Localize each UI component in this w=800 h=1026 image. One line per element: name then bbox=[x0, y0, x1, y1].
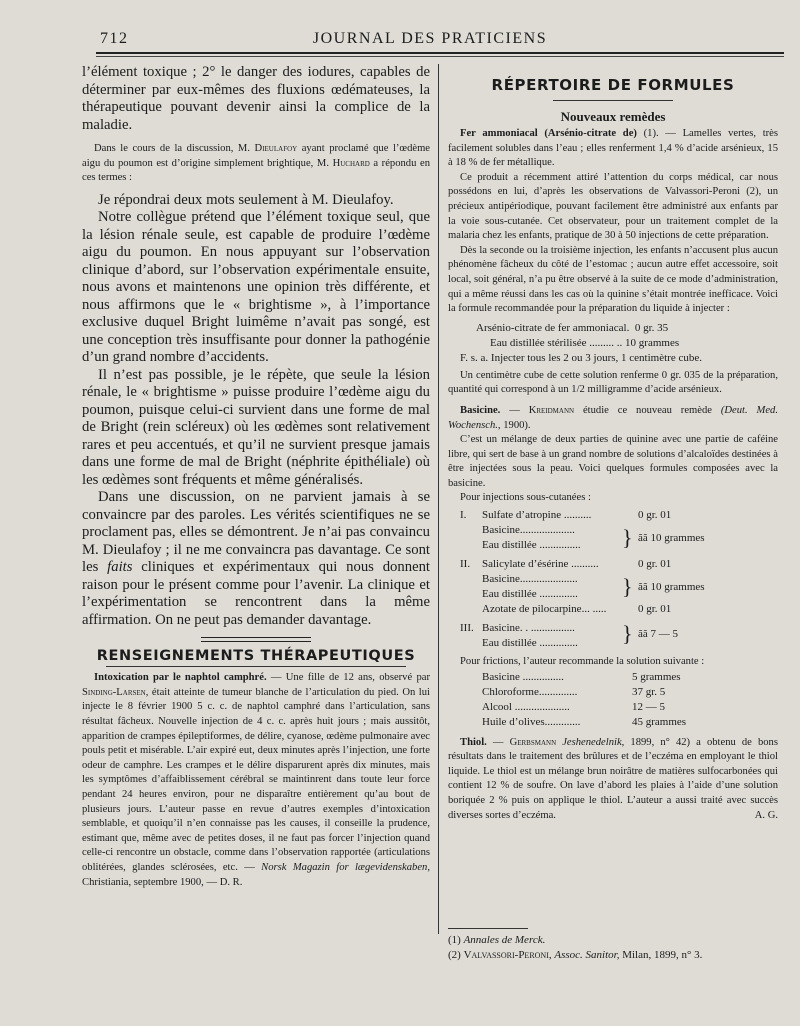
paragraph: Je répondrai deux mots seulement à M. Dieulafoy. bbox=[98, 191, 394, 208]
basicine-formulas: I. Sulfate d’atropine .......... 0 gr. 01 Basicine.................... } ãã 10 grammes Eau distillée ............... II. Salicylate d’ésérine .......... 0 gr. 01 Basicine..................... } ãã 10 grammes Eau distillée .............. Azotate de pilocarpine... ..... 0 gr. 01 III. Basicine. . ................ } ãã 7 — 5 Eau distillée .............. bbox=[460, 509, 705, 650]
discussion-note: Dans le cours de la discussion, M. Dieulafoy ayant proclamé que l’œdème aigu du poumon est d’origine simplement brightique, M. Huchard a répondu en ces termes : bbox=[82, 143, 430, 184]
left-column bbox=[82, 64, 430, 890]
subsection-title: Nouveaux remèdes bbox=[560, 109, 666, 124]
brace-glyph: } bbox=[622, 574, 633, 600]
brace-glyph: } bbox=[622, 525, 633, 551]
section-rule bbox=[553, 100, 673, 101]
paragraph: Notre collègue prétend que l’élément toxique seul, que la lésion rénale seule, est capable de produire l’œdème aigu du poumon. En nous appuyant sur l’observation clinique d’abord, sur l’observation expérimentale ensuite, nous avons et maintenons une opinion très différente, et nous affirmons que le « brightisme », à l’importance exclusive duquel Bright luimême n’avait pas songé, est une conception très insuffisante pour donner la pathogénie d’un grand nombre d’accidents. bbox=[82, 209, 430, 366]
header-rule-thin bbox=[96, 56, 784, 57]
footnotes bbox=[448, 928, 778, 963]
column-rule bbox=[438, 64, 439, 934]
friction-intro: Pour frictions, l’auteur recommande la solution suivante : bbox=[460, 656, 705, 668]
fer-formula: Arsénio-citrate de fer ammoniacal. 0 gr. 35 Eau distillée stérilisée ......... .. 10 grammes F. s. a. Injecter tous les 2 ou 3 jours, 1 centimètre cube. bbox=[460, 321, 702, 364]
section-rule bbox=[106, 666, 406, 667]
fer-note: Un centimètre cube de cette solution renferme 0 gr. 035 de la préparation, quantité qui correspond à un 1/2 milligramme d’acide arsénieux. bbox=[448, 369, 778, 396]
section-title-repertoire: RÉPERTOIRE DE FORMULES bbox=[491, 76, 735, 94]
footnote-rule bbox=[448, 928, 528, 929]
basicine-article: Basicine. — Kreidmann étudie ce nouveau remède (Deut. Med. Wochensch., 1900). C’est un mélange de deux parties de quinine avec une partie de caféine libre, qui sert de base à un grand nombre de solutions d’alcaloïdes destinées à être injectées sous la peau. Voici quelques formules composées avec la basicine. Pour injections sous-cutanées : bbox=[448, 404, 778, 504]
left-intro bbox=[82, 64, 430, 134]
journal-title: JOURNAL DES PRATICIENS bbox=[312, 30, 548, 47]
paragraph: l’élément toxique ; 2° le danger des iodures, capables de déterminer par eux-mêmes des fluxions œdémateuses, la thérapeutique pouvant devenir ainsi la complice de la maladie. bbox=[82, 64, 430, 133]
paragraph: Il n’est pas possible, je le répète, que seule la lésion rénale, le « brightisme » puisse produire l’œdème aigu du poumon, puisque celui-ci survient dans une forme de mal de Bright (rein scléreux) où les œdèmes sont relativement rares et peu accentués, et qu’il ne survient presque jamais dans une forme de mal de Bright (néphrite épithéliale) où les œdèmes sont fréquents et même généralisés. bbox=[82, 366, 430, 488]
page-number: 712 bbox=[100, 30, 129, 47]
footnote-2: (2) Valvassori-Peroni, Assoc. Sanitor, Milan, 1899, n° 3. bbox=[448, 949, 703, 961]
right-column bbox=[448, 64, 778, 823]
section-title-renseignements: RENSEIGNEMENTS THÉRAPEUTIQUES bbox=[96, 648, 416, 665]
thiol-article: Thiol. — Gerbsmann Jeshenedelnik, 1899, n° 42) a obtenu de bons résultats dans le traitement des brûlures et de l’eczéma en employant le thiol liquide. Le thiol est un mélange brun noirâtre de matières sulfocarbonées qui contient 12 % de soufre. On lave d’abord les plaies à l’aide d’une solution boriquée 2 % puis on applique le thiol. L’auteur a aussi traité avec succès diverses sortes d’eczéma. A. G. bbox=[448, 736, 778, 821]
header-rule bbox=[96, 52, 784, 54]
running-header bbox=[100, 28, 760, 50]
section-divider bbox=[201, 637, 311, 642]
fer-ammoniacal-article: Fer ammoniacal (Arsénio-citrate de) (1). — Lamelles vertes, très facilement solubles dans l’eau ; elles renferment 1,4 % d’acide arsénieux, 15 à 18 % de fer métallique. Ce produit a récemment attiré l’attention du corps médical, car nous possédons en lui, d’après les observations de Valvassori-Peroni (2), un précieux antipériodique, pouvant facilement être administré aux enfants par la voie sous-cutanée. Cet observateur, pour un traitement complet de la malaria chez les enfants, pratique de 30 à 50 injections de cette préparation. Dès la seconde ou la troisième injection, les enfants n’accusent plus aucun phénomène fâcheux du côté de l’estomac ; aucun autre effet accessoire, soit local, soit général, n’a pu être observé à la suite de ce mode d’administration, qui a même réussi dans les cas où la quinine s’était montrée inefficace. Voici la formule recommandée pour la préparation du liquide à injecter : bbox=[448, 128, 778, 315]
friction-formula: Basicine ............... 5 grammes Chloroforme.............. 37 gr. 5 Alcool .................... 12 — 5 Huile d’olives............. 45 grammes bbox=[482, 670, 687, 728]
naphtol-article: Intoxication par le naphtol camphré. — Une fille de 12 ans, observé par Sinding-Larsen, était atteinte de tumeur blanche de l’articulation du pied. On lui injecte le 8 février 1900 5 c. c. de naphtol camphré dans l’articulation, sans résultat fâcheux. Nouvelle injection de 4 c. c. après huit jours ; mais aussitôt, apparition de crampes épileptiformes, de délire, cyanose, œdème pulmonaire avec pouls petit et misérable. L’air expiré eut, deux minutes après l’injection, une forte odeur de camphre. Les crampes et le délire disparurent après dix minutes, mais les symptômes d’affaiblissement cérébral se maintinrent dans toute leur force pendant 24 heures environ, pour ne disparaître entièrement qu’au bout de plusieurs jours. L’auteur passe en revue d’autres exemples d’intoxication semblable, et quoiqu’il n’en connaisse pas les causes, il conseille la prudence, estimant que, même avec de petites doses, il ne faut pas forcer l’injection quand celle-ci rencontre un obstacle, comme dans l’observation rapportée (articulations oblitérées, glandes sclérosées, etc. — Norsk Magazin for lægevidenskaben, Christiania, septembre 1900, — D. R. bbox=[82, 672, 430, 888]
paragraph: Dans une discussion, on ne parvient jamais à se convaincre par des paroles. Les vérités scientifiques ne se proclament pas, elles se démontrent. Je n’ai pas convaincu M. Dieulafoy ; il ne me convaincra pas davantage. Ce sont les faits cliniques et expérimentaux qui nous donnent raison pour le présent comme pour l’avenir. La clinique et l’expérimentation se rencontrent dans la même affirmation. On ne peut pas demander davantage. bbox=[82, 489, 430, 628]
brace-glyph: } bbox=[622, 621, 633, 647]
huchard-reply bbox=[82, 192, 430, 630]
footnote-1: (1) Annales de Merck. bbox=[448, 934, 546, 946]
